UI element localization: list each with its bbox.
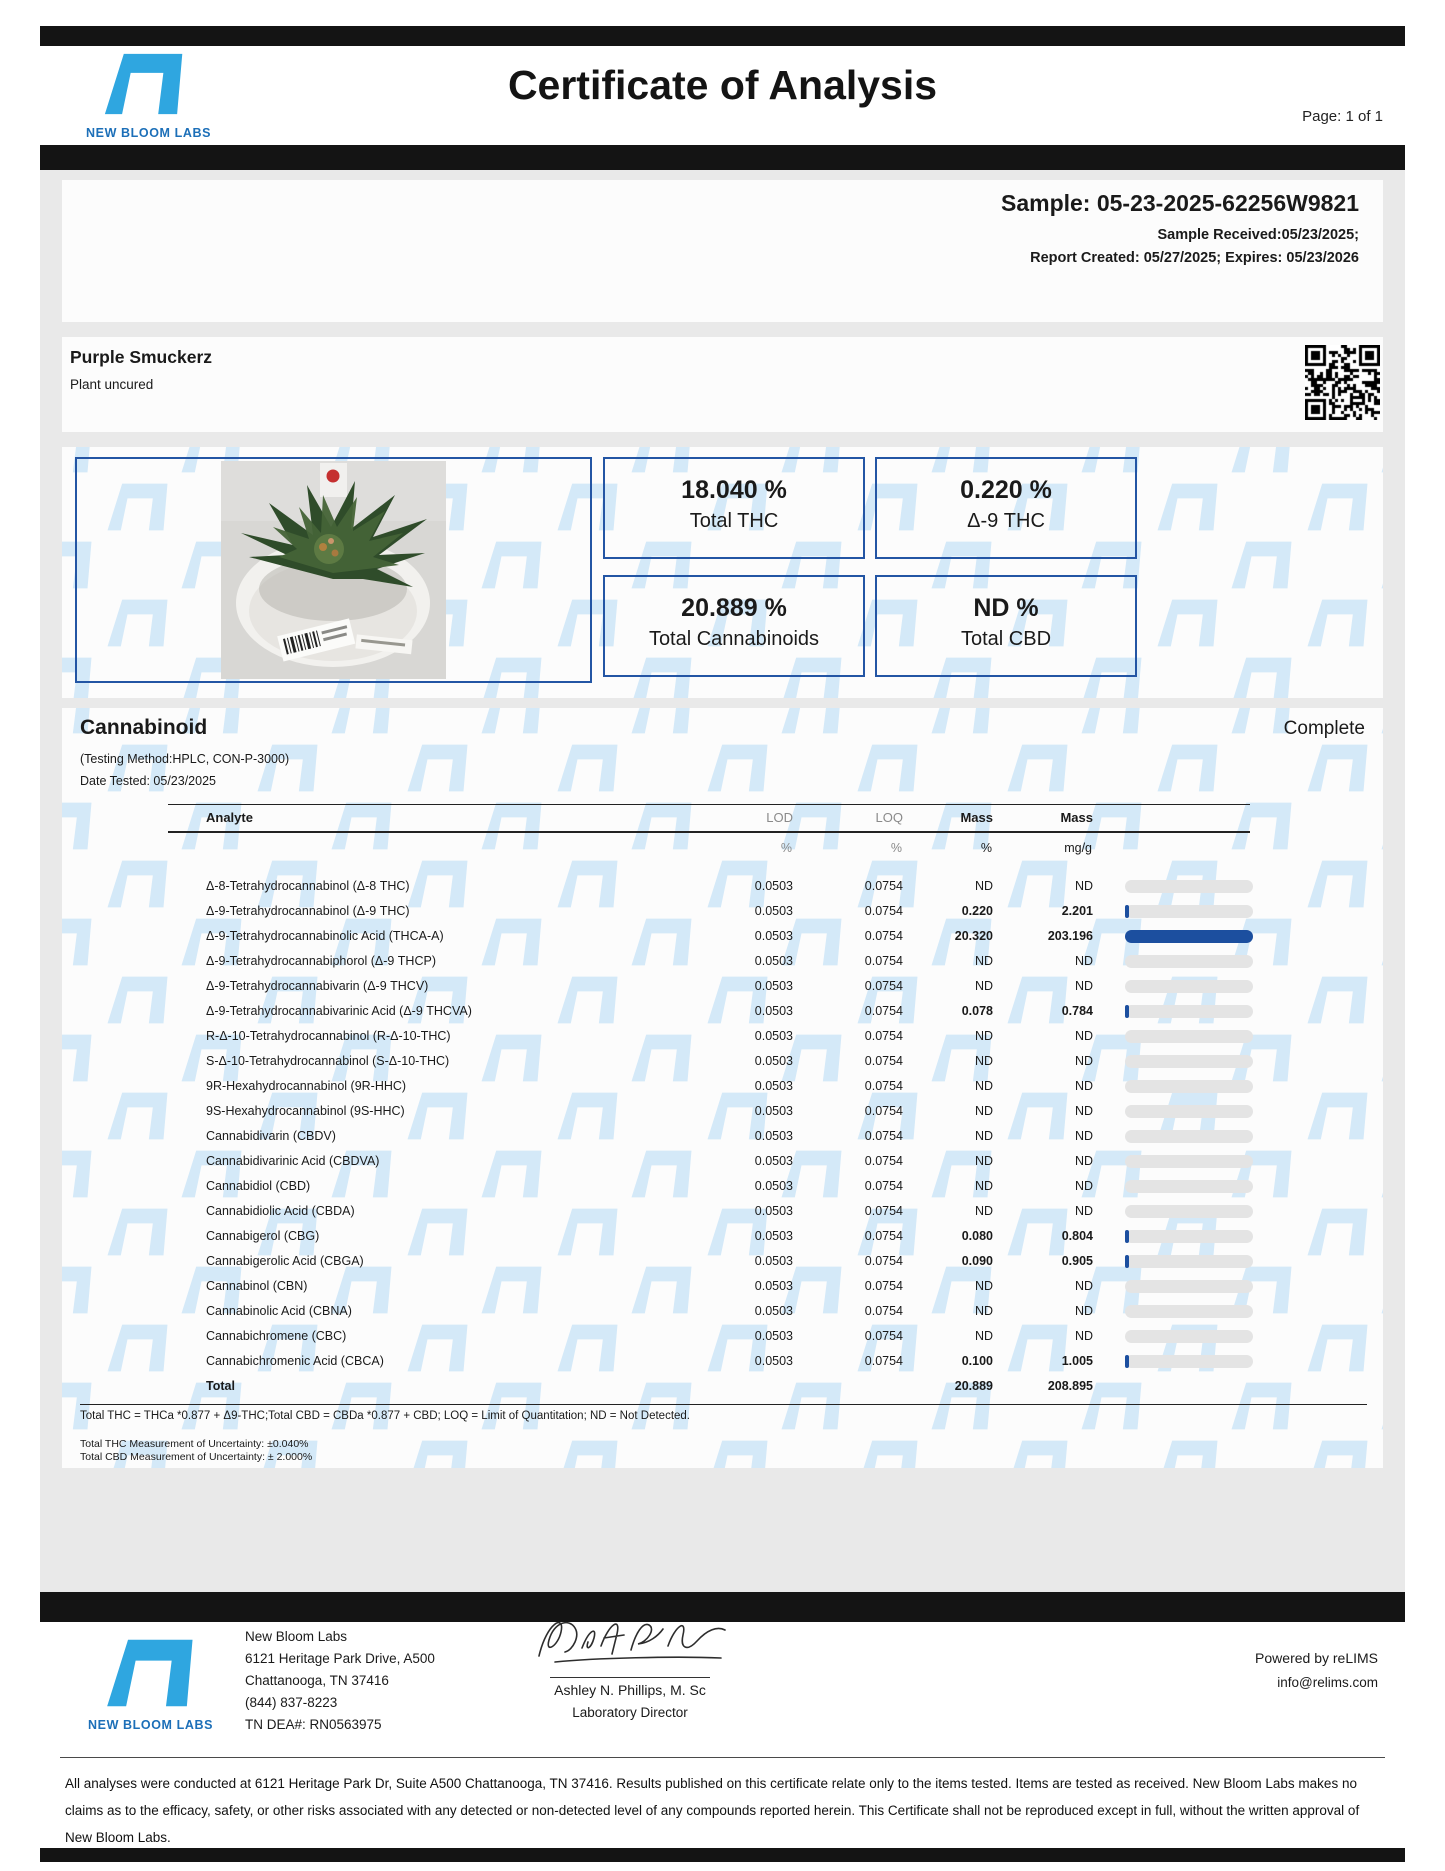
analyte-name: R-Δ-10-Tetrahydrocannabinol (R-Δ-10-THC) (206, 1029, 451, 1043)
mass-bar-track (1125, 980, 1253, 993)
analyte-name: Δ-8-Tetrahydrocannabinol (Δ-8 THC) (206, 879, 410, 893)
signer-title: Laboratory Director (572, 1705, 688, 1720)
table-row (168, 1124, 1250, 1149)
analyte-name: Δ-9-Tetrahydrocannabinol (Δ-9 THC) (206, 904, 410, 918)
mass-bar-cell (1093, 1274, 1250, 1299)
metric-total-cbd (875, 575, 1137, 677)
analyte-tbody (168, 874, 1250, 1399)
mass-bar-track (1125, 1305, 1253, 1318)
mass-mgg-value: 203.196 (1047, 929, 1093, 943)
watermark-logo-glyph (1138, 597, 1233, 649)
section-status: Complete (1283, 718, 1365, 739)
lab-city: Chattanooga, TN 37416 (245, 1673, 389, 1688)
analyte-name: Δ-9-Tetrahydrocannabinolic Acid (THCA-A) (206, 929, 444, 943)
section-title: Cannabinoid (80, 716, 208, 739)
uncertainty-notes (80, 1438, 312, 1464)
bottom-rule-bar (40, 1848, 1405, 1862)
watermark-logo-glyph (1288, 1322, 1383, 1374)
mass-pct-value: ND (974, 1054, 993, 1068)
mass-bar-fill (1125, 930, 1253, 943)
loq-value: 0.0754 (864, 1154, 903, 1168)
watermark-logo-glyph (62, 1148, 107, 1200)
watermark-logo-glyph (1138, 1438, 1233, 1468)
lod-value: 0.0503 (754, 1054, 793, 1068)
watermark-logo-glyph (1362, 655, 1383, 698)
col-mass-mgg: Mass (1060, 810, 1093, 826)
watermark-logo-glyph (312, 708, 407, 736)
lod-value: 0.0503 (754, 1304, 793, 1318)
mass-bar-cell (1093, 949, 1250, 974)
mass-bar-track (1125, 930, 1253, 943)
watermark-logo-glyph (1138, 742, 1233, 794)
watermark-logo-glyph (1288, 1206, 1383, 1258)
watermark-logo-glyph (1288, 597, 1383, 649)
signature-line (550, 1677, 710, 1678)
watermark-logo-glyph (1212, 655, 1307, 698)
table-row (168, 1199, 1250, 1224)
mass-bar-track (1125, 1130, 1253, 1143)
analyte-name: Cannabinolic Acid (CBNA) (206, 1304, 352, 1318)
mass-pct-value: ND (974, 954, 993, 968)
analyte-name: Δ-9-Tetrahydrocannabivarinic Acid (Δ-9 THCVA) (206, 1004, 472, 1018)
watermark-logo-glyph (1362, 447, 1383, 475)
date-tested: Date Tested: 05/23/2025 (80, 774, 216, 788)
mass-bar-cell (1093, 999, 1250, 1024)
mass-bar-cell (1093, 1249, 1250, 1274)
lod-value: 0.0503 (754, 929, 793, 943)
mass-mgg-value: ND (1074, 1304, 1093, 1318)
mass-pct-value: 0.100 (961, 1354, 993, 1368)
watermark-logo-glyph (688, 1438, 783, 1468)
summary-section (62, 447, 1383, 698)
report-created: Report Created: 05/27/2025; Expires: 05/23/2026 (1030, 250, 1359, 266)
table-row (168, 899, 1250, 924)
mass-bar-cell (1093, 1349, 1250, 1374)
watermark-logo-glyph (538, 1438, 633, 1468)
watermark-logo-glyph (1288, 1090, 1383, 1142)
mass-mgg-value: 0.804 (1061, 1229, 1093, 1243)
watermark-logo-glyph (62, 916, 107, 968)
col-mass-pct: Mass (960, 810, 993, 826)
mass-bar-track (1125, 1230, 1253, 1243)
table-units-row (168, 832, 1250, 864)
table-bottom-rule (80, 1404, 1367, 1405)
unit-mass-pct: % (980, 841, 992, 855)
loq-value: 0.0754 (864, 1054, 903, 1068)
lod-value: 0.0503 (754, 1004, 793, 1018)
table-row (168, 974, 1250, 999)
contact-email: info@relims.com (1277, 1675, 1378, 1690)
metric-d9-thc-label: Δ-9 THC (967, 510, 1045, 532)
mass-mgg-value: 1.005 (1061, 1354, 1093, 1368)
analyte-name: Total (206, 1379, 235, 1393)
mass-bar-track (1125, 905, 1253, 918)
mass-mgg-value: ND (1074, 1204, 1093, 1218)
watermark-logo-glyph (1288, 974, 1383, 1026)
mass-pct-value: 0.220 (961, 904, 993, 918)
loq-value: 0.0754 (864, 929, 903, 943)
metric-total-thc (603, 457, 865, 559)
loq-value (793, 1374, 903, 1399)
mass-pct-value: 0.078 (961, 1004, 993, 1018)
table-row (168, 1349, 1250, 1374)
metric-total-cbd-label: Total CBD (960, 628, 1052, 650)
watermark-logo-glyph (238, 742, 333, 794)
mass-bar-cell (1093, 1024, 1250, 1049)
watermark-logo-glyph (1362, 1264, 1383, 1316)
watermark-logo-glyph (612, 708, 707, 736)
mass-bar-cell (1093, 1124, 1250, 1149)
metric-d9-thc (875, 457, 1137, 559)
watermark-logo-glyph (388, 1438, 483, 1468)
watermark-logo-glyph (1362, 1032, 1383, 1084)
lod-value: 0.0503 (754, 1229, 793, 1243)
footer-lab-logo (88, 1636, 214, 1732)
lab-name: New Bloom Labs (245, 1629, 348, 1644)
watermark-logo-glyph (62, 800, 107, 852)
lab-dea: TN DEA#: RN0563975 (245, 1717, 382, 1732)
mass-bar-track (1125, 880, 1253, 893)
testing-method: (Testing Method:HPLC, CON-P-3000) (80, 752, 290, 766)
loq-value: 0.0754 (864, 1279, 903, 1293)
mass-bar-cell (1093, 1074, 1250, 1099)
mass-bar-fill (1125, 1355, 1129, 1368)
watermark-logo-glyph (538, 742, 633, 794)
product-section (62, 337, 1383, 432)
mass-bar-track (1125, 1330, 1253, 1343)
col-loq: LOQ (875, 810, 903, 826)
metric-total-thc-label: Total THC (689, 510, 779, 532)
mass-pct-value: 0.080 (961, 1229, 993, 1243)
table-row (168, 949, 1250, 974)
mass-mgg-value: ND (1074, 1279, 1093, 1293)
analyte-name: Cannabinol (CBN) (206, 1279, 308, 1293)
lod-value: 0.0503 (754, 1254, 793, 1268)
mass-bar-track (1125, 1205, 1253, 1218)
mass-pct-value: 20.320 (954, 929, 993, 943)
mass-bar-cell (1093, 924, 1250, 949)
loq-value: 0.0754 (864, 904, 903, 918)
mass-bar-cell (1093, 874, 1250, 899)
mass-bar-fill (1125, 905, 1129, 918)
analyte-name: Cannabidiol (CBD) (206, 1179, 311, 1193)
lod-value: 0.0503 (754, 1104, 793, 1118)
mass-mgg-value: ND (1074, 1154, 1093, 1168)
lab-street: 6121 Heritage Park Drive, A500 (245, 1651, 435, 1666)
metric-total-cbd-value: ND % (973, 594, 1039, 622)
mass-bar-cell (1093, 899, 1250, 924)
col-analyte: Analyte (206, 810, 253, 826)
watermark-logo-glyph (62, 1380, 107, 1432)
analyte-name: Cannabigerol (CBG) (206, 1229, 320, 1243)
table-row (168, 874, 1250, 899)
loq-value: 0.0754 (864, 1004, 903, 1018)
col-bar (1093, 805, 1250, 832)
page-number: Page: 1 of 1 (1302, 108, 1383, 125)
table-row (168, 1274, 1250, 1299)
loq-value: 0.0754 (864, 1204, 903, 1218)
mass-mgg-value: ND (1074, 1104, 1093, 1118)
sample-info-section (62, 180, 1383, 322)
loq-value: 0.0754 (864, 879, 903, 893)
mass-bar-track (1125, 955, 1253, 968)
lod-value: 0.0503 (754, 1204, 793, 1218)
table-row (168, 1149, 1250, 1174)
metric-d9-thc-value: 0.220 % (960, 476, 1052, 504)
watermark-logo-glyph (688, 742, 783, 794)
lod-value: 0.0503 (754, 1154, 793, 1168)
document-title: Certificate of Analysis (507, 62, 938, 108)
mass-pct-value: 20.889 (954, 1379, 993, 1393)
analyte-name: 9R-Hexahydrocannabinol (9R-HHC) (206, 1079, 407, 1093)
watermark-logo-glyph (462, 708, 557, 736)
analyte-name: Cannabichromenic Acid (CBCA) (206, 1354, 384, 1368)
loq-value: 0.0754 (864, 1229, 903, 1243)
lod-value: 0.0503 (754, 1179, 793, 1193)
loq-value: 0.0754 (864, 1079, 903, 1093)
lod-value: 0.0503 (754, 904, 793, 918)
mass-bar-fill (1125, 1230, 1129, 1243)
watermark-logo-glyph (838, 742, 933, 794)
lod-value: 0.0503 (754, 879, 793, 893)
mass-bar-track (1125, 1255, 1253, 1268)
unit-lod: % (780, 841, 792, 855)
watermark-logo-glyph (1362, 1148, 1383, 1200)
mass-mgg-value: 0.905 (1061, 1254, 1093, 1268)
mass-mgg-value: ND (1074, 979, 1093, 993)
loq-value: 0.0754 (864, 1129, 903, 1143)
lod-value: 0.0503 (754, 979, 793, 993)
loq-value: 0.0754 (864, 1354, 903, 1368)
mass-bar-cell (1093, 1149, 1250, 1174)
loq-value: 0.0754 (864, 979, 903, 993)
mass-mgg-value: ND (1074, 954, 1093, 968)
table-row (168, 1049, 1250, 1074)
metric-total-thc-value: 18.040 % (681, 476, 787, 504)
table-header-row (168, 805, 1250, 832)
mass-mgg-value: ND (1074, 1054, 1093, 1068)
unit-loq: % (890, 841, 902, 855)
mass-bar-track (1125, 1155, 1253, 1168)
analyte-name: Cannabigerolic Acid (CBGA) (206, 1254, 364, 1268)
sample-photo-frame (75, 457, 592, 683)
mass-pct-value: ND (974, 1179, 993, 1193)
watermark-logo-glyph (988, 1438, 1083, 1468)
signature-image (525, 1608, 735, 1670)
metric-total-cannabinoids-label: Total Cannabinoids (648, 628, 820, 650)
mass-mgg-value: 2.201 (1061, 904, 1093, 918)
mass-bar-fill (1125, 1255, 1129, 1268)
watermark-logo-glyph (762, 708, 857, 736)
analyte-name: Cannabidivarin (CBDV) (206, 1129, 336, 1143)
footer-lab-logo-icon (99, 1636, 195, 1710)
mass-bar-cell (1093, 974, 1250, 999)
footer-divider (60, 1757, 1385, 1758)
table-row (168, 1024, 1250, 1049)
loq-value: 0.0754 (864, 1329, 903, 1343)
mass-pct-value: ND (974, 1029, 993, 1043)
mass-bar-cell (1093, 1224, 1250, 1249)
watermark-logo-glyph (1138, 481, 1233, 533)
table-row-total (168, 1374, 1250, 1399)
table-row (168, 999, 1250, 1024)
red-dot-sticker (327, 470, 340, 483)
mass-mgg-value: 208.895 (1047, 1379, 1093, 1393)
lod-value: 0.0503 (754, 1279, 793, 1293)
analyte-name: Δ-9-Tetrahydrocannabiphorol (Δ-9 THCP) (206, 954, 436, 968)
mass-mgg-value: ND (1074, 1179, 1093, 1193)
watermark-logo-glyph (62, 1032, 107, 1084)
mass-pct-value: ND (974, 1079, 993, 1093)
uncertainty-cbd: Total CBD Measurement of Uncertainty: ± 2.000% (80, 1451, 313, 1463)
loq-value: 0.0754 (864, 1029, 903, 1043)
loq-value: 0.0754 (864, 1254, 903, 1268)
mass-pct-value: ND (974, 1304, 993, 1318)
lab-address (245, 1626, 435, 1736)
mass-bar-track (1125, 1080, 1253, 1093)
lab-phone: (844) 837-8223 (245, 1695, 338, 1710)
mass-bar-track (1125, 1005, 1253, 1018)
loq-value: 0.0754 (864, 1179, 903, 1193)
powered-by-block (1255, 1650, 1378, 1690)
watermark-logo-glyph (912, 708, 1007, 736)
watermark-logo-glyph (1362, 539, 1383, 591)
unit-mass-mgg: mg/g (1064, 841, 1092, 855)
mass-mgg-value: ND (1074, 1329, 1093, 1343)
mass-pct-value: ND (974, 1204, 993, 1218)
mass-bar-fill (1125, 1005, 1129, 1018)
watermark-logo-glyph (1362, 1380, 1383, 1432)
mass-mgg-value: 0.784 (1061, 1004, 1093, 1018)
footer-lab-logo-text: NEW BLOOM LABS (88, 1718, 214, 1732)
mass-bar-track (1125, 1355, 1253, 1368)
lod-value (628, 1374, 793, 1399)
mass-pct-value: ND (974, 1329, 993, 1343)
analyte-name: S-Δ-10-Tetrahydrocannabinol (S-Δ-10-THC) (206, 1054, 450, 1068)
loq-value: 0.0754 (864, 1104, 903, 1118)
loq-value: 0.0754 (864, 1304, 903, 1318)
watermark-logo-glyph (1288, 858, 1383, 910)
analyte-name: 9S-Hexahydrocannabinol (9S-HHC) (206, 1104, 405, 1118)
mass-pct-value: ND (974, 1154, 993, 1168)
table-row (168, 1074, 1250, 1099)
powered-by: Powered by reLIMS (1255, 1650, 1378, 1666)
lod-value: 0.0503 (754, 1354, 793, 1368)
qr-code (1305, 345, 1380, 420)
mass-pct-value: ND (974, 1279, 993, 1293)
watermark-logo-glyph (62, 1264, 107, 1316)
analyte-name: Δ-9-Tetrahydrocannabivarin (Δ-9 THCV) (206, 979, 429, 993)
mass-mgg-value: ND (1074, 1079, 1093, 1093)
table-row (168, 1324, 1250, 1349)
table-row (168, 1099, 1250, 1124)
watermark-logo-glyph (988, 742, 1083, 794)
mass-bar-cell (1093, 1174, 1250, 1199)
mass-bar-track (1125, 1180, 1253, 1193)
watermark-logo-glyph (1062, 708, 1157, 736)
mass-pct-value: ND (974, 879, 993, 893)
lod-value: 0.0503 (754, 1079, 793, 1093)
mass-mgg-value: ND (1074, 1029, 1093, 1043)
mass-bar-track (1125, 1105, 1253, 1118)
table-row (168, 1249, 1250, 1274)
watermark-logo-glyph (1362, 708, 1383, 736)
watermark-logo-glyph (1288, 742, 1383, 794)
signer-name: Ashley N. Phillips, M. Sc (554, 1682, 706, 1698)
mass-bar-track (1125, 1055, 1253, 1068)
table-row (168, 1174, 1250, 1199)
watermark-logo-glyph (1212, 447, 1307, 475)
lod-value: 0.0503 (754, 954, 793, 968)
cannabinoid-section (62, 708, 1383, 1468)
mass-mgg-value: ND (1074, 1129, 1093, 1143)
watermark-logo-glyph (1288, 481, 1383, 533)
mass-pct-value: ND (974, 1129, 993, 1143)
metric-total-cannabinoids (603, 575, 865, 677)
lod-value: 0.0503 (754, 1129, 793, 1143)
sample-id: Sample: 05-23-2025-62256W9821 (1000, 190, 1359, 216)
analyte-name: Cannabidiolic Acid (CBDA) (206, 1204, 355, 1218)
table-row (168, 1224, 1250, 1249)
mass-pct-value: ND (974, 979, 993, 993)
product-name: Purple Smuckerz (70, 347, 212, 367)
mass-bar-cell (1093, 1374, 1250, 1399)
calculation-footnote: Total THC = THCa *0.877 + Δ9-THC;Total CBD = CBDa *0.877 + CBD; LOQ = Limit of Quantitation; ND = Not Detected. (80, 1410, 690, 1422)
top-rule-bar (40, 26, 1405, 46)
mass-bar-cell (1093, 1049, 1250, 1074)
watermark-logo-glyph (1362, 916, 1383, 968)
watermark-logo-glyph (1362, 800, 1383, 852)
mass-bar-track (1125, 1280, 1253, 1293)
mass-bar-cell (1093, 1199, 1250, 1224)
lod-value: 0.0503 (754, 1029, 793, 1043)
analyte-name: Cannabidivarinic Acid (CBDVA) (206, 1154, 380, 1168)
header-rule-bar (40, 145, 1405, 170)
table-row (168, 924, 1250, 949)
table-row (168, 1299, 1250, 1324)
mass-bar-track (1125, 1030, 1253, 1043)
analyte-table (168, 804, 1250, 1399)
mass-bar-cell (1093, 1099, 1250, 1124)
analyte-name: Cannabichromene (CBC) (206, 1329, 347, 1343)
product-type: Plant uncured (70, 377, 154, 392)
mass-bar-cell (1093, 1299, 1250, 1324)
metric-total-cannabinoids-value: 20.889 % (681, 594, 787, 622)
lod-value: 0.0503 (754, 1329, 793, 1343)
mass-pct-value: ND (974, 1104, 993, 1118)
watermark-logo-glyph (838, 1438, 933, 1468)
signature-block (505, 1608, 755, 1720)
watermark-logo-glyph (1288, 1438, 1383, 1468)
loq-value: 0.0754 (864, 954, 903, 968)
mass-pct-value: 0.090 (961, 1254, 993, 1268)
col-lod: LOD (766, 810, 793, 826)
sample-received: Sample Received:05/23/2025; (1157, 227, 1359, 243)
uncertainty-thc: Total THC Measurement of Uncertainty: ±0.040% (80, 1438, 309, 1450)
mass-bar-cell (1093, 1324, 1250, 1349)
disclaimer-text: All analyses were conducted at 6121 Heritage Park Dr, Suite A500 Chattanooga, TN 37416. Results published on this certificate relate only to the items tested. Items are tested as received. New Bloom Labs makes no claims as to the efficacy, safety, or other risks associated with any detected or non-detected level of any compounds reported herein. This Certificate shall not be reproduced except in full, without the written approval of New Bloom Labs. (65, 1776, 1360, 1845)
mass-mgg-value: ND (1074, 879, 1093, 893)
watermark-logo-glyph (388, 742, 483, 794)
watermark-logo-glyph (1212, 539, 1307, 591)
sample-photo (221, 461, 446, 679)
lab-logo-text: NEW BLOOM LABS (86, 126, 212, 140)
